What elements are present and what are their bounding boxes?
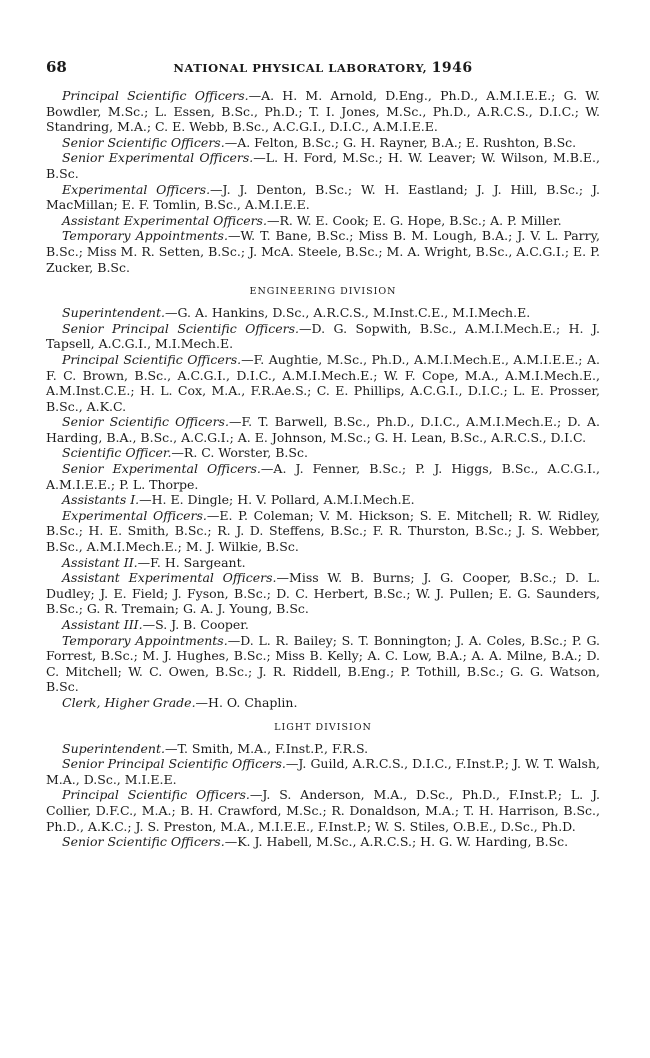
role-title: Temporary Appointments. bbox=[62, 228, 228, 244]
staff-names: —Miss W. B. Burns; J. G. Cooper, B.Sc.; D. L. Dudley; J. E. Field; J. Fyson, B.Sc.; D. C. Herbert, B.Sc.; W. J. Pullen; E. G. Saunders, B.Sc.; G. R. Tremain; G. A. J. Young, B.Sc. bbox=[46, 570, 601, 617]
staff-names: —L. H. Ford, M.Sc.; H. W. Leaver; W. Wilson, M.B.E., B.Sc. bbox=[46, 150, 600, 181]
staff-entry bbox=[46, 834, 600, 850]
staff-entry bbox=[46, 135, 600, 151]
staff-entry bbox=[46, 492, 600, 508]
role-title: Principal Scientific Officers. bbox=[62, 88, 249, 103]
staff-entry bbox=[46, 213, 600, 229]
staff-names: —H. E. Dingle; H. V. Pollard, A.M.I.Mech.E. bbox=[139, 492, 415, 508]
role-title: Principal Scientific Officers. bbox=[62, 351, 242, 367]
staff-entry bbox=[46, 756, 600, 787]
staff-names: —D. L. R. Bailey; S. T. Bonnington; J. A. Coles, B.Sc.; P. G. Forrest, B.Sc.; M. J. Hughes, B.Sc.; Miss B. Kelly; A. C. Low, B.A.; A. A. Milne, B.A.; D. C. Mitchell; W. C. Owen, B.Sc.; J. R. Riddell, B.Eng.; P. Tothill, B.Sc.; G. G. Watson, B.Sc. bbox=[46, 632, 600, 695]
staff-entry bbox=[46, 695, 600, 711]
staff-names: —J. J. Denton, B.Sc.; W. H. Eastland; J. J. Hill, B.Sc.; J. MacMillan; E. F. Tomlin, B.Sc., A.M.I.E.E. bbox=[46, 181, 600, 213]
page-header bbox=[46, 58, 600, 78]
role-title: Superintendent. bbox=[62, 305, 165, 321]
staff-names: —R. C. Worster, B.Sc. bbox=[171, 445, 308, 461]
staff-entry bbox=[46, 150, 600, 181]
staff-names: —F. Aughtie, M.Sc., Ph.D., A.M.I.Mech.E., A.M.I.E.E.; A. F. C. Brown, B.Sc., A.C.G.I., D.I.C., A.M.I.Mech.E.; W. F. Cope, M.A., A.M.I.Mech.E., A.M.Inst.C.E.; H. L. Cox, M.A., F.R.Ae.S.; C. E. Phillips, A.C.G.I., D.I.C.; L. E. Prosser, B.Sc., A.K.C. bbox=[46, 351, 600, 414]
staff-entry bbox=[46, 88, 600, 135]
role-title: Superintendent. bbox=[62, 740, 165, 756]
role-title: Assistant Experimental Officers. bbox=[62, 212, 267, 228]
staff-entry bbox=[46, 741, 600, 757]
staff-names: —W. T. Bane, B.Sc.; Miss B. M. Lough, B.A.; J. V. L. Parry, B.Sc.; Miss M. R. Setten, B.Sc.; J. McA. Steele, B.Sc.; M. A. Wright, B.Sc., A.C.G.I.; E. P. Zucker, B.Sc. bbox=[46, 228, 600, 275]
staff-names: —J. Guild, A.R.C.S., D.I.C., F.Inst.P.; J. W. T. Walsh, M.A., D.Sc., M.I.E.E. bbox=[46, 756, 600, 787]
role-title: Clerk, Higher Grade. bbox=[62, 694, 196, 710]
role-title: Senior Principal Scientific Officers. bbox=[62, 756, 286, 772]
staff-names: —R. W. E. Cook; E. G. Hope, B.Sc.; A. P. Miller. bbox=[266, 212, 562, 228]
staff-entry bbox=[46, 305, 600, 321]
document-body bbox=[46, 88, 600, 850]
role-title: Senior Scientific Officers. bbox=[62, 134, 225, 150]
staff-entry bbox=[46, 182, 600, 213]
staff-entry bbox=[46, 321, 600, 352]
staff-names: —A. H. M. Arnold, D.Eng., Ph.D., A.M.I.E.E.; G. W. Bowdler, M.Sc.; L. Essen, B.Sc., Ph.D.; T. I. Jones, M.Sc., Ph.D., A.R.C.S., D.I.C.; W. Standring, M.A.; C. E. Webb, B.Sc., A.C.G.I., D.I.C., A.M.I.E.E. bbox=[46, 88, 600, 135]
staff-names: —T. Smith, M.A., F.Inst.P., F.R.S. bbox=[164, 740, 369, 756]
staff-entry bbox=[46, 461, 600, 492]
staff-names: —K. J. Habell, M.Sc., A.R.C.S.; H. G. W. Harding, B.Sc. bbox=[224, 834, 569, 850]
staff-names: —A. Felton, B.Sc.; G. H. Rayner, B.A.; E. Rushton, B.Sc. bbox=[224, 134, 577, 150]
role-title: Assistants I. bbox=[62, 492, 140, 508]
role-title: Temporary Appointments. bbox=[62, 632, 228, 648]
division-heading: LIGHT DIVISION bbox=[274, 721, 372, 733]
role-title: Assistant III. bbox=[62, 617, 143, 632]
staff-names: —A. J. Fenner, B.Sc.; P. J. Higgs, B.Sc., A.C.G.I., A.M.I.E.E.; P. L. Thorpe. bbox=[46, 461, 600, 492]
staff-names: —E. P. Coleman; V. M. Hickson; S. E. Mitchell; R. W. Ridley, B.Sc.; H. E. Smith, B.Sc.; R. J. D. Steffens, B.Sc.; F. R. Thurston, B.Sc.; J. S. Webber, B.Sc., A.M.I.Mech.E.; M. J. Wilkie, B.Sc. bbox=[46, 507, 600, 555]
role-title: Senior Experimental Officers. bbox=[62, 461, 261, 477]
staff-names: —S. J. B. Cooper. bbox=[142, 617, 249, 632]
role-title: Senior Experimental Officers. bbox=[62, 150, 254, 166]
role-title: Experimental Officers. bbox=[62, 507, 207, 523]
staff-names: —F. T. Barwell, B.Sc., Ph.D., D.I.C., A.M.I.Mech.E.; D. A. Harding, B.A., B.Sc., A.C.G.I.; A. E. Johnson, M.Sc.; G. H. Lean, B.Sc., A.R.C.S., D.I.C. bbox=[46, 414, 600, 445]
staff-entry bbox=[46, 414, 600, 445]
staff-names: —F. H. Sargeant. bbox=[137, 554, 246, 570]
role-title: Senior Principal Scientific Officers. bbox=[62, 320, 300, 336]
page-number: 68 bbox=[46, 58, 67, 76]
role-title: Scientific Officer. bbox=[62, 445, 172, 461]
staff-entry bbox=[46, 787, 600, 834]
role-title: Principal Scientific Officers. bbox=[62, 787, 250, 803]
role-title: Assistant II. bbox=[62, 554, 138, 570]
staff-entry bbox=[46, 445, 600, 461]
staff-names: —G. A. Hankins, D.Sc., A.R.C.S., M.Inst.C.E., M.I.Mech.E. bbox=[164, 305, 531, 321]
staff-entry bbox=[46, 352, 600, 414]
role-title: Experimental Officers. bbox=[62, 181, 211, 197]
role-title: Senior Scientific Officers. bbox=[62, 834, 225, 850]
running-head-title: NATIONAL PHYSICAL LABORATORY, bbox=[173, 61, 428, 75]
staff-entry bbox=[46, 617, 600, 633]
staff-entry bbox=[46, 228, 600, 275]
running-head bbox=[46, 60, 600, 76]
staff-names: —H. O. Chaplin. bbox=[195, 694, 298, 710]
staff-names: —D. G. Sopwith, B.Sc., A.M.I.Mech.E.; H. J. Tapsell, A.C.G.I., M.I.Mech.E. bbox=[46, 320, 600, 352]
staff-entry bbox=[46, 633, 600, 695]
staff-entry bbox=[46, 508, 600, 555]
staff-entry bbox=[46, 570, 600, 617]
staff-names: —J. S. Anderson, M.A., D.Sc., Ph.D., F.Inst.P.; L. J. Collier, D.F.C., M.A.; B. H. Crawford, M.Sc.; R. Donaldson, M.A.; T. H. Harrison, B.Sc., Ph.D., A.K.C.; J. S. Preston, M.A., M.I.E.E., F.Inst.P.; W. S. Stiles, O.B.E., D.Sc., Ph.D. bbox=[46, 787, 600, 834]
staff-entry bbox=[46, 555, 600, 571]
running-head-year: 1946 bbox=[431, 60, 473, 76]
role-title: Senior Scientific Officers. bbox=[62, 414, 229, 430]
division-heading: ENGINEERING DIVISION bbox=[249, 286, 397, 298]
role-title: Assistant Experimental Officers. bbox=[62, 570, 277, 586]
